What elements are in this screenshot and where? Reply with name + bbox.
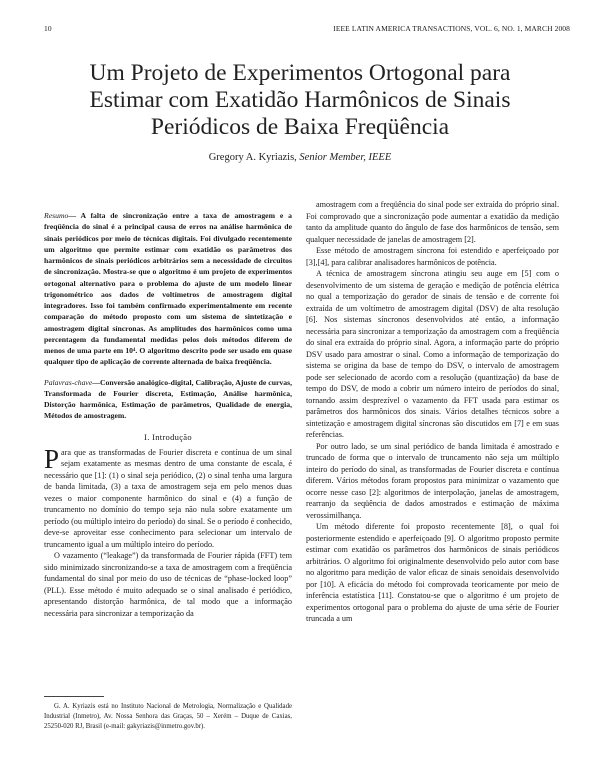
- abstract-text: — A falta de sincronização entre a taxa de amostragem e a freqüência do sinal é a principal causa de erros na análise harmônica de sinais periódicos por meio de técnicas digitais. Foi divulgado recentemente um algoritmo que permite estimar com exatidão os parâmetros dos harmônicos de sinais periódicos arbitrários sem a necessidade de circuitos de sincronização. Mostra-se que o algoritmo é um projeto de experimentos ortogonal alternativo para o problema do ajuste de um modelo linear trigonométrico aos dados de voltímetros de amostragem digital integradores. Isso foi também confirmado experimentalmente em recente comparação do método proposto com um sistema de sintetização e amostragem digital síncronas. As amplitudes dos harmônicos como uma percentagem da fundamental medidas pelos dois métodos diferem de menos de uma parte em 10⁴. O algoritmo descrito pode ser usado em quase qualquer tipo de aplicação de corrente alternada de baixa freqüência.: [44, 211, 292, 367]
- page-number: 10: [44, 24, 52, 33]
- author-role: Senior Member, IEEE: [299, 152, 392, 163]
- abstract: [44, 210, 292, 368]
- section-heading: I. Introdução: [144, 431, 192, 442]
- keywords: [44, 377, 292, 422]
- footnote: [44, 702, 292, 732]
- keywords-text: —Conversão analógico-digital, Calibração, Ajuste de curvas, Transformada de Fourier discreta, Estimação, Análise harmônica, Distorção harmônica, Estimação de parâmetros, Qualidade de energia, Métodos de amostragem.: [44, 377, 292, 421]
- body-paragraph: Esse método de amostragem síncrona foi estendido e aperfeiçoado por [3],[4], para calibrar analisadores harmônicos de potência.: [306, 246, 559, 267]
- title-line: Estimar com Exatidão Harmônicos de Sinais: [89, 87, 511, 113]
- body-paragraph: Um método diferente foi proposto recentemente [8], o qual foi posteriormente estendido e aperfeiçoado [9]. O algoritmo proposto permite estimar com exatidão os parâmetros dos harmônicos de sinais periódicos arbitrários. O algoritmo foi originalmente desenvolvido pelo autor com base no algoritmo para medição de valor eficaz de sinais senoidais desenvolvido por [10]. A eficácia do método foi comprovada teoricamente por meio de inferência estatística [11]. Constatou-se que o algoritmo é um projeto de experimentos ortogonal para o problema do ajuste de uma série de Fourier truncada a um: [306, 522, 559, 623]
- drop-cap: P: [44, 443, 60, 474]
- intro-body: [44, 443, 292, 620]
- intro-paragraph-text: ara que as transformadas de Fourier discreta e contínua de um sinal sejam exatamente as mesmas dentro de uma constante de escala, é necessário que [1]: (1) o sinal seja periódico, (2) o sinal tenha uma largura de banda limitada, (3) a taxa de amostragem seja em pelo menos duas vezes o maior componente harmônico do sinal e (4) a função de truncamento no domínio do tempo seja não nula sobre exatamente um período (ou múltiplo inteiro do período) do sinal. Se o período é conhecido, deve-se aproveitar esse conhecimento para selecionar um intervalo de truncamento igual a um múltiplo inteiro do período.: [44, 447, 292, 549]
- body-paragraph: A técnica de amostragem síncrona atingiu seu auge em [5] com o desenvolvimento de um sistema de geração e medição de potência elétrica no qual a temporização do gerador de sinais de tensão e de corrente foi extraída de um voltímetro de amostragem digital (DSV) de alta resolução [6]. Nos sistemas síncronos desenvolvidos até então, a informação necessária para sincronizar a temporização da amostragem com a freqüência do sinal era extraída do próprio sinal. Agora, a informação parte do próprio DSV usado para amostrar o sinal. Como a informação de temporização do sistema se origina da base de tempo do DSV, o intervalo de amostragem pode ser selecionado de acordo com a resolução (quantização) da base de tempo do DSV, de modo a cobrir um número inteiro de períodos do sinal, tornando assim desprezível o vazamento da FFT usada para estimar os parâmetros dos harmônicos dos sinais. Vários detalhes técnicos sobre a sintetização e amostragem digital síncronas são discutidos em [7] e em suas referências.: [306, 269, 559, 439]
- intro-paragraph: [44, 443, 292, 551]
- author-line: [40, 152, 560, 163]
- right-column: [306, 199, 559, 625]
- keywords-lead: Palavras-chave: [44, 377, 93, 387]
- paper-title: [40, 60, 560, 141]
- right-body: [306, 199, 559, 625]
- title-line: Periódicos de Baixa Freqüência: [150, 114, 450, 140]
- left-column: [44, 210, 292, 619]
- running-header: IEEE LATIN AMERICA TRANSACTIONS, VOL. 6, NO. 1, MARCH 2008: [333, 24, 570, 33]
- footnote-text: G. A. Kyriazis está no Instituto Nacional de Metrologia, Normalização e Qualidade Industrial (Inmetro), Av. Nossa Senhora das Graças, 50 – Xerém – Duque de Caxias, 25250-020 RJ, Brasil (e-mail: gakyriazis@inmetro.gov.br).: [44, 703, 292, 730]
- intro-paragraph: O vazamento (“leakage”) da transformada de Fourier rápida (FFT) tem sido minimizado sincronizando-se a taxa de amostragem com a freqüência fundamental do sinal por meio do uso de técnicas de “phase-locked loop” (PLL). Esse método é muito adequado se o sinal analisado é periódico, apresentando distorção harmônica, de tal modo que a informação necessária para sincronizar a temporização da: [44, 551, 292, 618]
- author-name: Gregory A. Kyriazis,: [208, 152, 297, 163]
- body-paragraph: amostragem com a freqüência do sinal pode ser extraída do próprio sinal. Foi comprovado que a sincronização pode aumentar a exatidão da medição tanto da amplitude quanto do ângulo de fase dos harmônicos de tensão, sem qualquer necessidade de janelas de amostragem [2].: [306, 200, 559, 244]
- title-line: Um Projeto de Experimentos Ortogonal para: [89, 60, 511, 86]
- body-paragraph: Por outro lado, se um sinal periódico de banda limitada é amostrado e truncado de forma que o intervalo de truncamento não seja um múltiplo inteiro do período do sinal, as transformadas de Fourier discreta e contínua diferem. Vários métodos foram propostos para minimizar o vazamento que ocorre nesse caso [2]: algoritmos de interpolação, janelas de amostragem, rearranjo da seqüência de dados amostrados e estimação de máxima verossimilhança.: [306, 441, 559, 520]
- footnote-rule: [44, 696, 104, 697]
- abstract-lead: Resumo: [44, 211, 69, 220]
